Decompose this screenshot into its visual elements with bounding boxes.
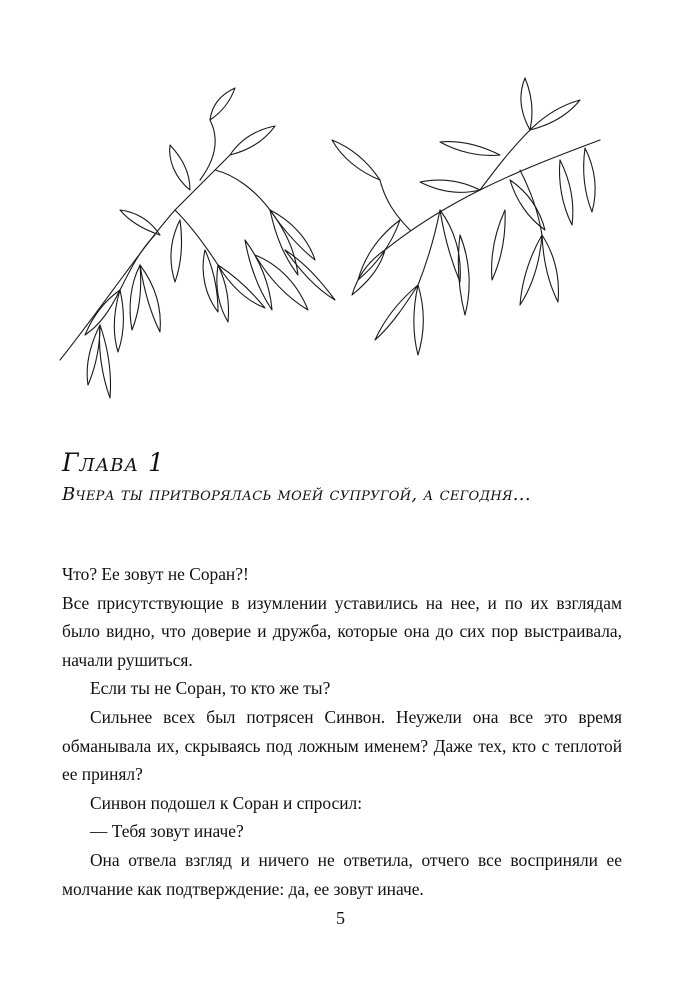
paragraph: Если ты не Соран, то кто же ты? — [90, 678, 331, 699]
paragraph: Синвон подошел к Соран и спросил: — [90, 792, 363, 813]
paragraph: Сильнее всех был потрясен Синвон. Неужели она все это время обманывала их, скрываясь под ложным именем? Даже тех, кто с теплотой ее принял? — [62, 706, 622, 785]
left-branch — [60, 88, 335, 398]
paragraph: Что? Ее зовут не Соран?! — [62, 564, 249, 584]
willow-branches-illustration — [40, 60, 620, 430]
body-text — [62, 560, 622, 903]
paragraph: Она отвела взгляд и ничего не ответила, отчего все восприняли ее молчание как подтверждение: да, ее зовут иначе. — [62, 849, 622, 899]
right-branch — [332, 78, 600, 355]
paragraph: Все присутствующие в изумлении уставились на нее, и по их взглядам было видно, что доверие и дружба, которые она до сих пор выстраивала, начали рушиться. — [62, 592, 622, 670]
chapter-subtitle: Вчера ты притворялась моей супругой, а сегодня... — [62, 484, 531, 505]
paragraph: — Тебя зовут иначе? — [90, 821, 244, 842]
chapter-title: Глава 1 — [62, 448, 165, 477]
page-number: 5 — [336, 908, 345, 928]
